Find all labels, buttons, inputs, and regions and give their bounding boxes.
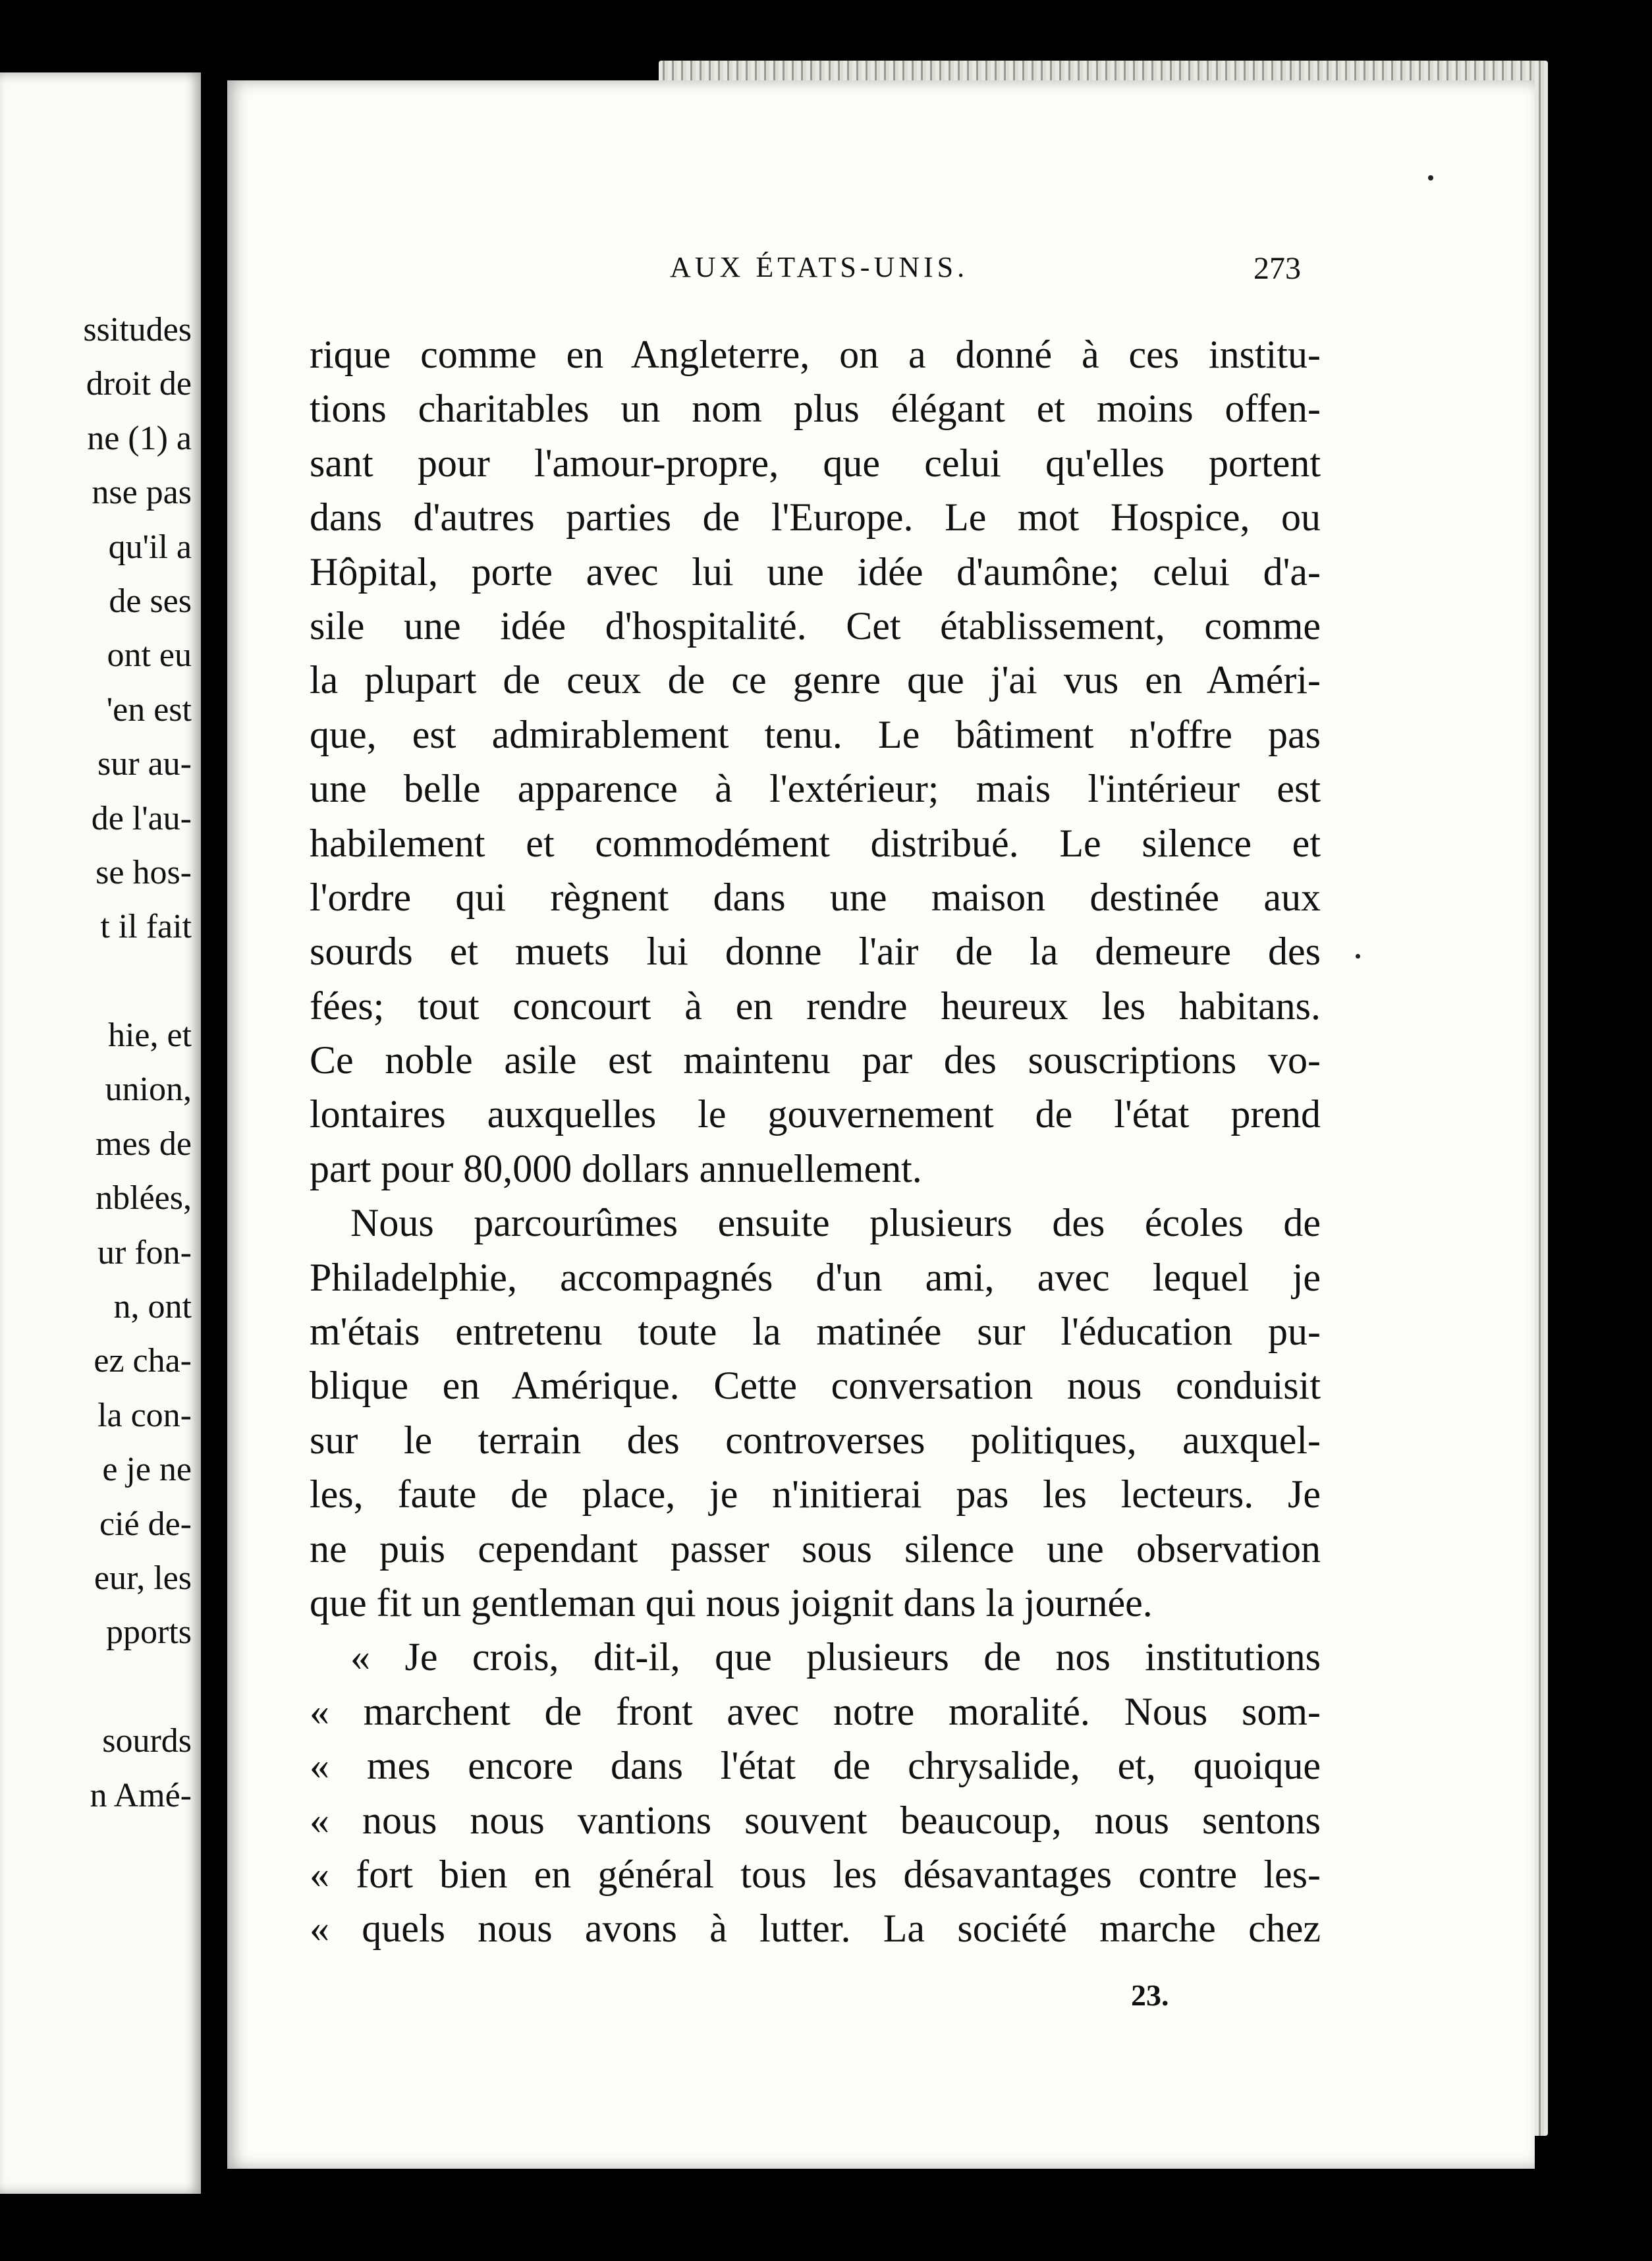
text-line: « marchent de front avec notre moralité. Nous som- <box>310 1689 1321 1733</box>
facing-page-line: t il fait <box>100 908 192 946</box>
page-body-text <box>310 327 1321 1956</box>
text-line: Hôpital, porte avec lui une idée d'aumône; celui d'a- <box>310 549 1321 594</box>
book-gutter <box>201 72 227 2200</box>
text-line: « fort bien en général tous les désavantages contre les- <box>310 1852 1321 1896</box>
facing-page-line: hie, et <box>107 1017 192 1055</box>
text-line: sant pour l'amour-propre, que celui qu'elles portent <box>310 441 1321 485</box>
facing-page-line: ont eu <box>107 636 192 675</box>
facing-page-line: nse pas <box>92 474 192 512</box>
text-line: ne puis cependant passer sous silence une observation <box>310 1526 1321 1571</box>
text-line: les, faute de place, je n'initierai pas les lecteurs. Je <box>310 1472 1321 1517</box>
facing-page-line: sur au- <box>97 745 192 783</box>
text-line: sourds et muets lui donne l'air de la demeure des <box>310 930 1321 974</box>
scan-speck <box>1356 954 1360 959</box>
facing-page-line: n Amé- <box>90 1776 192 1814</box>
text-line: fées; tout concourt à en rendre heureux les habitans. <box>310 984 1321 1028</box>
text-line: « quels nous avons à lutter. La société marche chez <box>310 1907 1321 1951</box>
text-line: la plupart de ceux de ce genre que j'ai vus en Améri- <box>310 658 1321 702</box>
text-line: sile une idée d'hospitalité. Cet établissement, comme <box>310 603 1321 648</box>
facing-page-line: n, ont <box>113 1288 192 1326</box>
facing-page-line: qu'il a <box>108 528 192 566</box>
facing-page-line: e je ne <box>102 1451 192 1489</box>
text-line: « nous nous vantions souvent beaucoup, nous sentons <box>310 1798 1321 1842</box>
facing-page-fragment <box>0 72 201 2194</box>
facing-page-line: cié de- <box>99 1505 192 1543</box>
facing-page-line <box>0 955 192 1009</box>
facing-page-line <box>0 1660 192 1714</box>
text-line: l'ordre qui règnent dans une maison destinée aux <box>310 875 1321 919</box>
text-line: rique comme en Angleterre, on a donné à ces institu- <box>310 333 1321 376</box>
text-line: Nous parcourûmes ensuite plusieurs des écoles de <box>350 1201 1321 1245</box>
text-line: « Je crois, dit-il, que plusieurs de nos institutions <box>350 1635 1321 1679</box>
facing-page-line: sourds <box>102 1722 192 1760</box>
facing-page-line: ssitudes <box>83 311 192 349</box>
text-line: que fit un gentleman qui nous joignit dans la journée. <box>310 1580 1153 1625</box>
facing-page-line: eur, les <box>94 1559 192 1597</box>
facing-page-line: la con- <box>97 1396 192 1434</box>
facing-page-text <box>0 303 192 1823</box>
text-line: tions charitables un nom plus élégant et moins offen- <box>310 387 1321 431</box>
facing-page-line: de ses <box>109 582 192 620</box>
text-line: que, est admirablement tenu. Le bâtiment n'offre pas <box>310 712 1321 756</box>
facing-page-line: union, <box>105 1071 192 1109</box>
facing-page-line: droit de <box>86 365 192 403</box>
facing-page-line: de l'au- <box>91 799 192 837</box>
text-line: dans d'autres parties de l'Europe. Le mot Hospice, ou <box>310 495 1321 540</box>
text-line: « mes encore dans l'état de chrysalide, et, quoique <box>310 1744 1321 1788</box>
text-line: m'étais entretenu toute la matinée sur l'éducation pu- <box>310 1310 1321 1354</box>
page-number: 273 <box>1253 251 1301 286</box>
text-line: part pour 80,000 dollars annuellement. <box>310 1146 922 1190</box>
facing-page-line: mes de <box>96 1125 192 1163</box>
text-line: une belle apparence à l'extérieur; mais l'intérieur est <box>310 767 1321 811</box>
facing-page-line: se hos- <box>96 853 192 891</box>
running-head <box>227 250 1535 303</box>
facing-page-line: pports <box>106 1613 192 1652</box>
book-page <box>227 80 1535 2169</box>
running-head-title: AUX ÉTATS-UNIS. <box>670 251 969 283</box>
scan-speck <box>1428 175 1433 181</box>
facing-page-line: 'en est <box>106 690 192 729</box>
text-line: habilement et commodément distribué. Le silence et <box>310 821 1321 865</box>
text-line: sur le terrain des controverses politiques, auxquel- <box>310 1418 1321 1462</box>
facing-page-line: nblées, <box>96 1179 192 1217</box>
signature-mark: 23. <box>1131 1978 1169 2012</box>
text-line: Philadelphie, accompagnés d'un ami, avec lequel je <box>310 1255 1321 1299</box>
text-line: blique en Amérique. Cette conversation nous conduisit <box>310 1364 1321 1408</box>
facing-page-line: ne (1) a <box>87 419 192 457</box>
text-line: Ce noble asile est maintenu par des souscriptions vo- <box>310 1038 1321 1082</box>
facing-page-line: ez cha- <box>94 1342 192 1380</box>
facing-page-line: ur fon- <box>97 1233 192 1271</box>
text-line: lontaires auxquelles le gouvernement de l'état prend <box>310 1092 1321 1136</box>
